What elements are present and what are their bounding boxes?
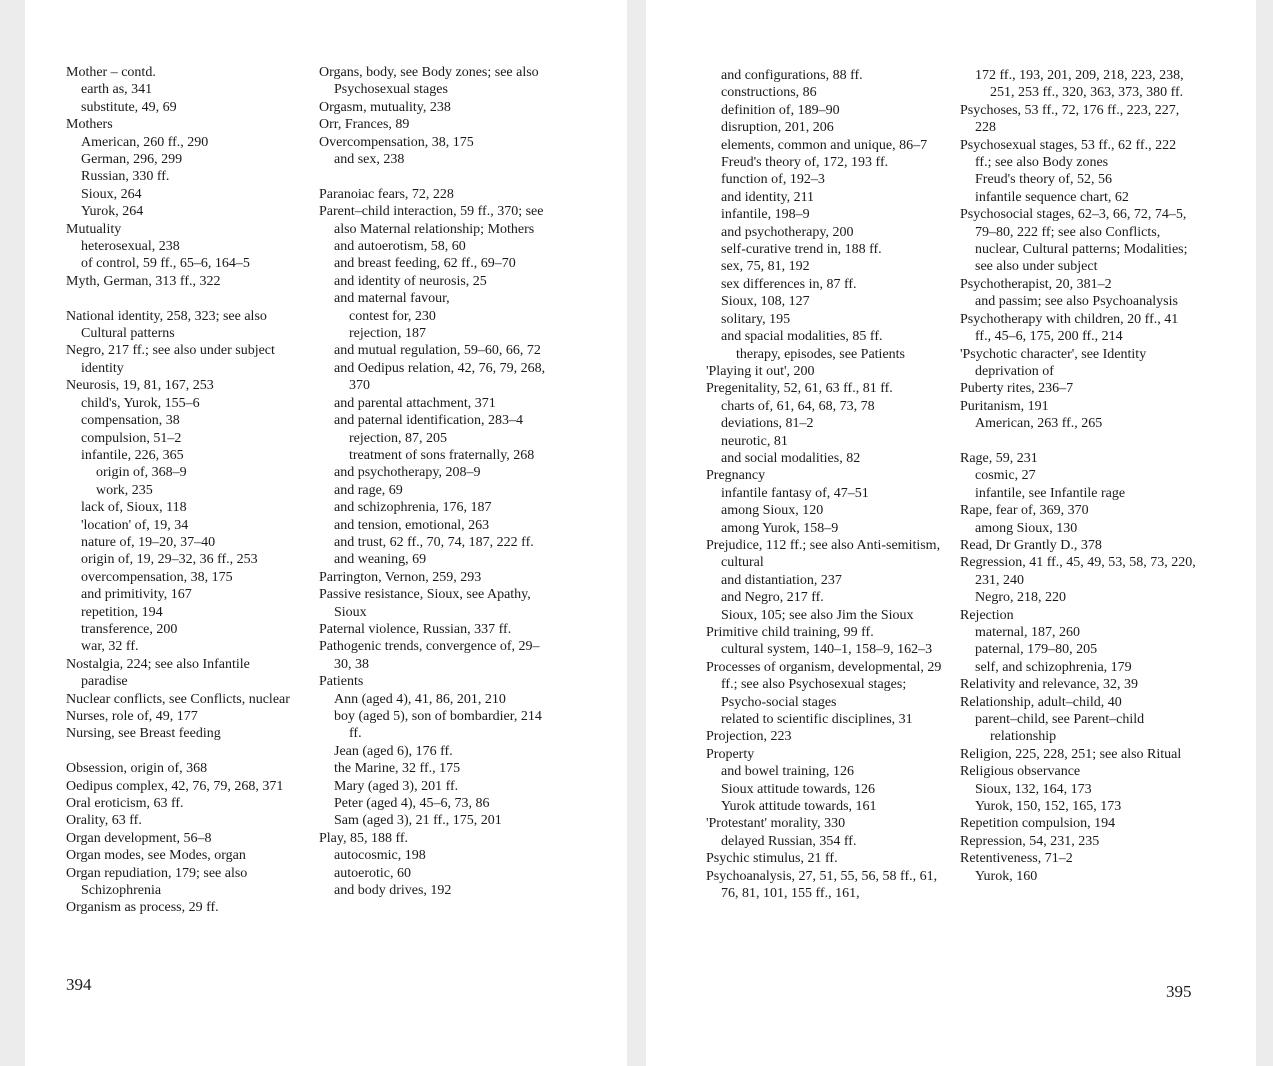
right-page (646, 0, 1256, 1066)
index-entry: Neurosis, 19, 81, 167, 253 (66, 378, 214, 394)
index-subentry: and breast feeding, 62 ff., 69–70 (334, 256, 516, 272)
index-subentry: Sioux, 132, 164, 173 (975, 781, 1092, 797)
index-subentry: and sex, 238 (334, 152, 405, 168)
index-subentry: transference, 200 (81, 621, 178, 637)
index-entry: Property (706, 746, 755, 762)
index-entry: Rejection (960, 607, 1014, 623)
index-subentry: and tension, emotional, 263 (334, 517, 490, 533)
index-gap (66, 290, 299, 307)
index-entry: Orgasm, mutuality, 238 (319, 99, 451, 115)
index-subentry: self-curative trend in, 188 ff. (721, 242, 882, 258)
index-subentry: rejection, 187 (349, 326, 426, 342)
index-subentry: and rage, 69 (334, 482, 403, 498)
index-subentry: among Sioux, 120 (721, 503, 824, 519)
index-entry: Religious observance (960, 764, 1081, 780)
index-subentry: function of, 192–3 (721, 172, 825, 188)
index-subentry: and passim; see also Psychoanalysis (975, 294, 1178, 310)
index-subentry: Peter (aged 4), 45–6, 73, 86 (334, 796, 490, 812)
index-subentry: and psychotherapy, 200 (721, 224, 854, 240)
index-subentry: and mutual regulation, 59–60, 66, 72 (334, 343, 541, 359)
index-entry: Psychosexual stages, 53 ff., 62 ff., 222 ff.; see also Body zones (960, 137, 1177, 171)
index-entry: Relationship, adult–child, 40 (960, 694, 1122, 710)
index-subentry: Sioux, 108, 127 (721, 294, 810, 310)
index-subentry: American, 263 ff., 265 (975, 416, 1103, 432)
index-entry: 'Playing it out', 200 (706, 363, 815, 379)
index-subentry: work, 235 (96, 482, 153, 498)
index-subentry: 'location' of, 19, 34 (81, 517, 189, 533)
index-entry: Nuclear conflicts, see Conflicts, nuclear (66, 691, 290, 707)
index-subentry: related to scientific disciplines, 31 (721, 712, 913, 728)
index-entry: Retentiveness, 71–2 (960, 851, 1073, 867)
index-subentry: earth as, 341 (81, 82, 153, 98)
index-subentry: Ann (aged 4), 41, 86, 201, 210 (334, 691, 506, 707)
index-subentry: and weaning, 69 (334, 552, 427, 568)
index-subentry: child's, Yurok, 155–6 (81, 395, 200, 411)
index-entry: Mothers (66, 117, 113, 133)
index-entry: National identity, 258, 323; see also Cultural patterns (66, 308, 267, 342)
index-subentry: Freud's theory of, 52, 56 (975, 172, 1113, 188)
index-entry: Oral eroticism, 63 ff. (66, 796, 184, 812)
index-subentry: Yurok, 160 (975, 868, 1038, 884)
index-entry: Psychosocial stages, 62–3, 66, 72, 74–5, 79–80, 222 ff; see also Conflicts, nuclear, Cultural patterns; Modalities; see also under subject (960, 207, 1188, 275)
index-subentry: lack of, Sioux, 118 (81, 500, 187, 516)
index-subentry: neurotic, 81 (721, 433, 788, 449)
index-entry: Psychoses, 53 ff., 72, 176 ff., 223, 227, 228 (960, 102, 1180, 136)
index-entry: Projection, 223 (706, 729, 792, 745)
index-subentry: infantile sequence chart, 62 (975, 189, 1129, 205)
index-entry: Repression, 54, 231, 235 (960, 833, 1100, 849)
index-entry: Psychotherapist, 20, 381–2 (960, 276, 1112, 292)
index-entry: Negro, 217 ff.; see also under subject identity (66, 343, 275, 376)
index-subentry: disruption, 201, 206 (721, 120, 834, 136)
index-subentry: autoerotic, 60 (334, 865, 411, 881)
index-entry: Organism as process, 29 ff. (66, 900, 219, 916)
index-subentry: origin of, 368–9 (96, 465, 187, 481)
left-page (25, 0, 627, 1066)
index-subentry: substitute, 49, 69 (81, 99, 177, 115)
index-subentry: Mary (aged 3), 201 ff. (334, 778, 459, 794)
index-entry: Psychic stimulus, 21 ff. (706, 851, 838, 867)
index-entry: Mutuality (66, 221, 122, 237)
index-entry: Prejudice, 112 ff.; see also Anti-semitism, cultural (706, 537, 941, 571)
index-subentry: self, and schizophrenia, 179 (975, 659, 1132, 675)
index-subentry: Jean (aged 6), 176 ff. (334, 743, 453, 759)
index-subentry: Sioux attitude towards, 126 (721, 781, 875, 797)
index-subentry: overcompensation, 38, 175 (81, 569, 233, 585)
index-entry: Nostalgia, 224; see also Infantile paradise (66, 656, 250, 690)
index-subentry: therapy, episodes, see Patients (736, 346, 905, 362)
index-subentry: among Sioux, 130 (975, 520, 1078, 536)
index-entry: Passive resistance, Sioux, see Apathy, Sioux (319, 587, 531, 620)
index-subentry: maternal, 187, 260 (975, 624, 1080, 640)
index-entry: Orr, Frances, 89 (319, 117, 410, 133)
index-entry: Psychotherapy with children, 20 ff., 41 ff., 45–6, 175, 200 ff., 214 (960, 311, 1179, 345)
index-subentry: and distantiation, 237 (721, 572, 842, 588)
index-entry: Myth, German, 313 ff., 322 (66, 273, 221, 289)
index-subentry: and psychotherapy, 208–9 (334, 465, 481, 481)
index-entry: Paranoiac fears, 72, 228 (319, 186, 454, 202)
index-subentry: repetition, 194 (81, 604, 163, 620)
index-entry: Nurses, role of, 49, 177 (66, 709, 198, 725)
left-index-column-2 (319, 64, 555, 899)
index-subentry: Sioux, 264 (81, 186, 142, 202)
index-subentry: and social modalities, 82 (721, 450, 861, 466)
index-entry: Puberty rites, 236–7 (960, 381, 1074, 397)
index-entry: Repetition compulsion, 194 (960, 816, 1116, 832)
index-entry: Orality, 63 ff. (66, 813, 142, 829)
index-entry: Pathogenic trends, convergence of, 29–30, 38 (319, 639, 540, 672)
index-entry: Play, 85, 188 ff. (319, 830, 409, 846)
index-subentry: infantile fantasy of, 47–51 (721, 485, 869, 501)
index-subentry: cosmic, 27 (975, 468, 1036, 484)
index-entry: Read, Dr Grantly D., 378 (960, 537, 1102, 553)
index-subentry: nature of, 19–20, 37–40 (81, 534, 216, 550)
index-entry: Psychoanalysis, 27, 51, 55, 56, 58 ff., 61, 76, 81, 101, 155 ff., 161, (706, 868, 938, 902)
index-gap (960, 433, 1196, 450)
index-subentry: treatment of sons fraternally, 268 (349, 447, 535, 463)
index-subentry: Freud's theory of, 172, 193 ff. (721, 155, 889, 171)
left-index-column-1 (66, 64, 299, 917)
index-entry: Overcompensation, 38, 175 (319, 134, 474, 150)
index-subentry: and Oedipus relation, 42, 76, 79, 268, 370 (334, 360, 546, 394)
index-subentry: and configurations, 88 ff. (721, 68, 863, 83)
index-subentry: and maternal favour, (334, 291, 450, 307)
index-entry: 'Psychotic character', see Identity deprivation of (960, 346, 1147, 379)
index-subentry: and identity, 211 (721, 189, 815, 205)
index-entry: Mother – contd. (66, 65, 156, 80)
index-subentry: elements, common and unique, 86–7 (721, 137, 928, 153)
index-entry: Patients (319, 674, 364, 690)
index-entry: 'Protestant' morality, 330 (706, 816, 846, 832)
index-subentry: Sam (aged 3), 21 ff., 175, 201 (334, 813, 502, 829)
index-subentry: Yurok, 264 (81, 204, 144, 220)
index-subentry: constructions, 86 (721, 85, 817, 101)
index-entry: Processes of organism, developmental, 29 ff.; see also Psychosexual stages; Psycho-social stages (706, 659, 942, 710)
index-subentry: and parental attachment, 371 (334, 395, 496, 411)
index-subentry: autocosmic, 198 (334, 848, 426, 864)
index-entry: Relativity and relevance, 32, 39 (960, 677, 1139, 693)
index-subentry: and bowel training, 126 (721, 764, 854, 780)
index-subentry: and trust, 62 ff., 70, 74, 187, 222 ff. (334, 534, 534, 550)
index-subentry: American, 260 ff., 290 (81, 134, 209, 150)
index-subentry: contest for, 230 (349, 308, 436, 324)
index-subentry: paternal, 179–80, 205 (975, 642, 1098, 658)
index-subentry: charts of, 61, 64, 68, 73, 78 (721, 398, 875, 414)
index-subentry: rejection, 87, 205 (349, 430, 447, 446)
index-subentry: sex, 75, 81, 192 (721, 259, 810, 275)
index-entry: Rape, fear of, 369, 370 (960, 503, 1089, 519)
right-index-column-2 (960, 67, 1196, 885)
index-entry: Pregenitality, 52, 61, 63 ff., 81 ff. (706, 381, 893, 397)
page-number-left: 394 (66, 975, 92, 994)
index-subentry: and spacial modalities, 85 ff. (721, 329, 883, 345)
index-subentry: infantile, 226, 365 (81, 447, 184, 463)
index-entry: Oedipus complex, 42, 76, 79, 268, 371 (66, 778, 284, 794)
index-subentry: deviations, 81–2 (721, 416, 814, 432)
index-subentry: compensation, 38 (81, 413, 180, 429)
index-subentry: boy (aged 5), son of bombardier, 214 ff. (334, 709, 542, 742)
index-entry: Rage, 59, 231 (960, 450, 1038, 466)
page-number-right: 395 (1166, 982, 1192, 1001)
index-entry: Pregnancy (706, 468, 766, 484)
index-subentry: Yurok, 150, 152, 165, 173 (975, 799, 1122, 815)
index-subentry: war, 32 ff. (81, 639, 139, 655)
index-subentry: infantile, see Infantile rage (975, 485, 1126, 501)
index-subentry: 172 ff., 193, 201, 209, 218, 223, 238, 251, 253 ff., 320, 363, 373, 380 ff. (975, 68, 1184, 101)
index-subentry: Russian, 330 ff. (81, 169, 170, 185)
index-gap (319, 168, 555, 185)
index-subentry: Negro, 218, 220 (975, 590, 1066, 606)
index-subentry: parent–child, see Parent–child relationship (975, 712, 1145, 745)
index-subentry: Sioux, 105; see also Jim the Sioux (721, 607, 914, 623)
index-entry: Nursing, see Breast feeding (66, 726, 221, 742)
index-entry: Religion, 225, 228, 251; see also Ritual (960, 746, 1182, 762)
index-subentry: origin of, 19, 29–32, 36 ff., 253 (81, 552, 258, 568)
right-index-column-1 (706, 67, 942, 903)
index-entry: Organs, body, see Body zones; see also Psychosexual stages (319, 65, 539, 98)
index-entry: Paternal violence, Russian, 337 ff. (319, 621, 512, 637)
index-entry: Obsession, origin of, 368 (66, 761, 208, 777)
index-subentry: solitary, 195 (721, 311, 791, 327)
index-subentry: of control, 59 ff., 65–6, 164–5 (81, 256, 250, 272)
index-subentry: Yurok attitude towards, 161 (721, 799, 877, 815)
index-entry: Puritanism, 191 (960, 398, 1049, 414)
index-subentry: infantile, 198–9 (721, 207, 810, 223)
index-entry: Organ modes, see Modes, organ (66, 848, 246, 864)
index-subentry: German, 296, 299 (81, 152, 183, 168)
index-subentry: and paternal identification, 283–4 (334, 413, 523, 429)
index-subentry: delayed Russian, 354 ff. (721, 833, 857, 849)
index-subentry: compulsion, 51–2 (81, 430, 182, 446)
index-subentry: among Yurok, 158–9 (721, 520, 839, 536)
index-subentry: and primitivity, 167 (81, 587, 192, 603)
index-subentry: heterosexual, 238 (81, 239, 180, 255)
index-entry: Organ development, 56–8 (66, 830, 212, 846)
index-subentry: and identity of neurosis, 25 (334, 273, 487, 289)
index-entry: Primitive child training, 99 ff. (706, 625, 874, 640)
index-subentry: the Marine, 32 ff., 175 (334, 761, 461, 777)
index-subentry: and schizophrenia, 176, 187 (334, 500, 492, 516)
index-subentry: cultural system, 140–1, 158–9, 162–3 (721, 642, 933, 658)
index-subentry: and body drives, 192 (334, 883, 452, 899)
index-gap (66, 743, 299, 760)
index-entry: Parrington, Vernon, 259, 293 (319, 569, 482, 585)
index-entry: Parent–child interaction, 59 ff., 370; see also Maternal relationship; Mothers (319, 204, 544, 237)
index-entry: Organ repudiation, 179; see also Schizophrenia (66, 865, 248, 899)
index-subentry: and Negro, 217 ff. (721, 590, 824, 606)
index-entry: Regression, 41 ff., 45, 49, 53, 58, 73, 220, 231, 240 (960, 555, 1196, 588)
index-subentry: and autoerotism, 58, 60 (334, 239, 466, 255)
index-subentry: definition of, 189–90 (721, 102, 840, 118)
index-subentry: sex differences in, 87 ff. (721, 276, 857, 292)
